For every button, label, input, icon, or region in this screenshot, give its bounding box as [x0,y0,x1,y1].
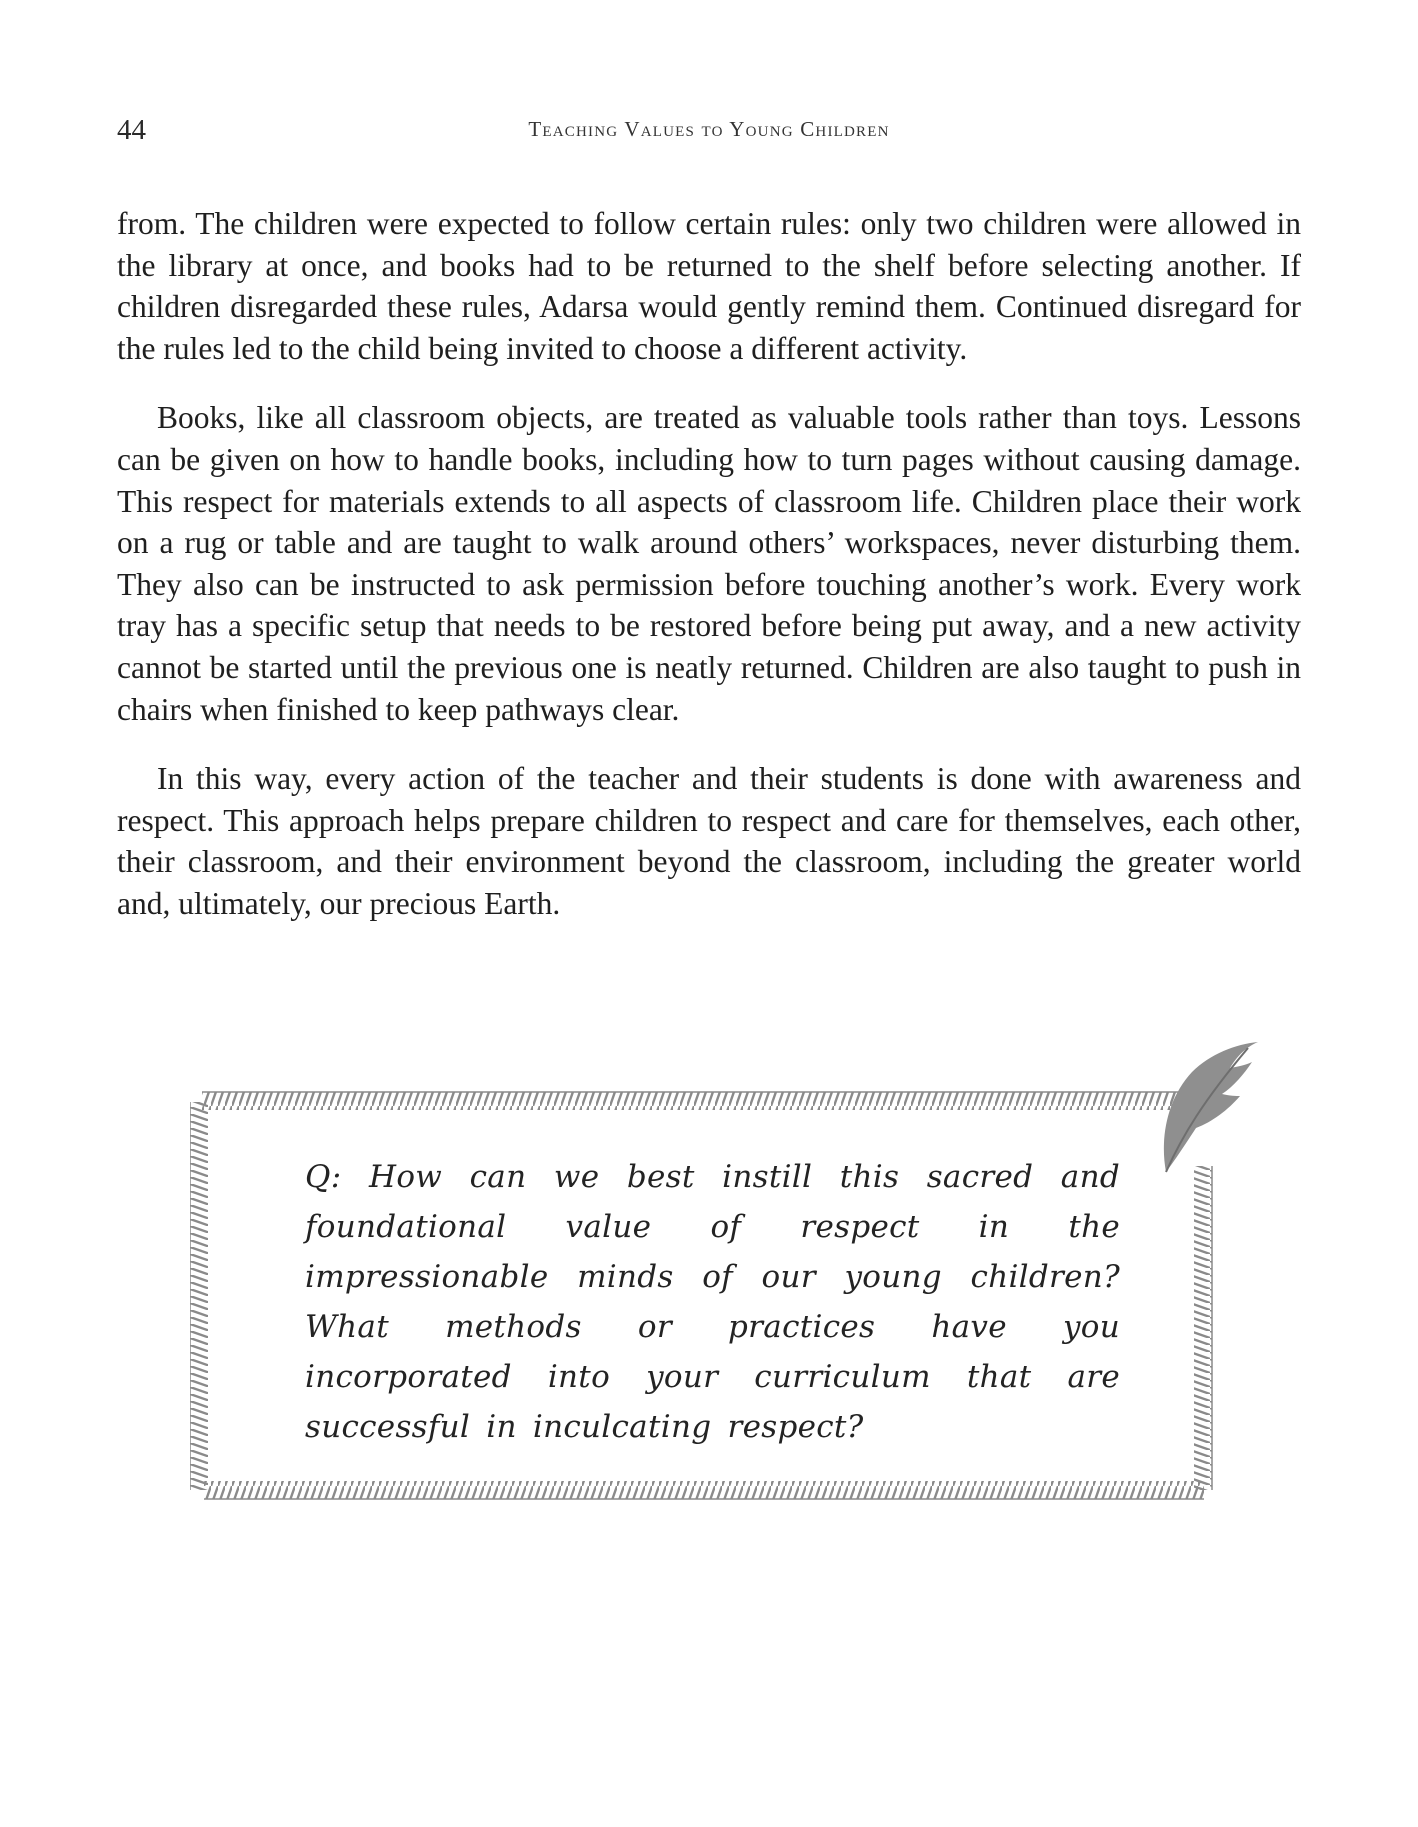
reflection-callout-box [190,1086,1220,1506]
paragraph-2: Books, like all classroom objects, are treated as valuable tools rather than toys. Lessons can be given on how to handle books, including how to turn pages without causing damage. This respect for materials extends to all aspects of classroom life. Children place their work on a rug or table and are taught to walk around others’ workspaces, never disturbing them. They also can be instructed to ask permission before touching another’s work. Every work tray has a specific setup that needs to be restored before being put away, and a new activity cannot be started until the previous one is neatly returned. Children are also taught to push in chairs when finished to keep pathways clear. [117,400,1301,727]
reflection-question: Q: How can we best instill this sacred and foundational value of respect in the impressionable minds of our young children? What methods or practices have you incorporated into your curriculum that are successful in inculcating respect? [305,1159,1120,1445]
paragraph-1: from. The children were expected to follow certain rules: only two children were allowed in the library at once, and books had to be returned to the shelf before selecting another. If children disregarded these rules, Adarsa would gently remind them. Continued disregard for the rules led to the child being invited to choose a different activity. [117,206,1301,366]
page-number: 44 [117,114,146,146]
body-text [117,203,1301,953]
quill-feather-icon [1152,1040,1262,1180]
paragraph-3: In this way, every action of the teacher and their students is done with awareness and respect. This approach helps prepare children to respect and care for themselves, each other, their classroom, and their environment beyond the classroom, including the greater world and, ultimately, our precious Earth. [117,761,1301,921]
running-head: Teaching Values to Young Children [528,117,890,141]
